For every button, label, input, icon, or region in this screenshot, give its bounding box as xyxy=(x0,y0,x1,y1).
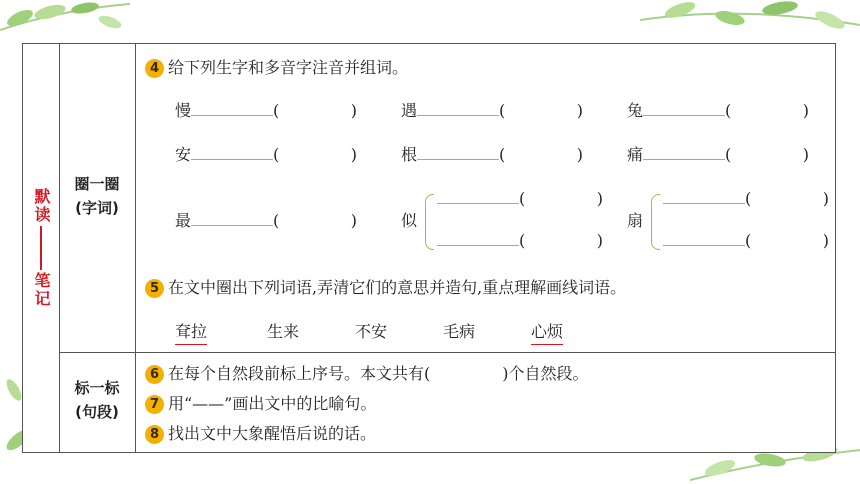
question-7 xyxy=(145,392,376,416)
divider xyxy=(59,352,835,353)
word-blank[interactable]: ( ) xyxy=(519,189,603,208)
word-blank[interactable]: ( ) xyxy=(273,101,358,120)
category-mark-subtitle: (句段) xyxy=(75,403,119,421)
word-blank[interactable]: ( ) xyxy=(725,101,810,120)
hanzi: 最 xyxy=(175,211,192,230)
word-blank[interactable]: ( ) xyxy=(499,101,584,120)
pinyin-blank[interactable] xyxy=(437,189,519,204)
word-blank[interactable]: ( ) xyxy=(725,145,810,164)
pinyin-item xyxy=(627,144,809,166)
vocab-word-underlined[interactable]: 心烦 xyxy=(531,320,563,345)
word-blank[interactable]: ( ) xyxy=(519,231,603,250)
pinyin-blank[interactable] xyxy=(643,145,725,160)
vocab-word[interactable]: 生来 xyxy=(267,322,300,341)
pinyin-item xyxy=(175,144,357,166)
hanzi: 慢 xyxy=(175,101,192,120)
pinyin-blank[interactable] xyxy=(663,189,745,204)
pinyin-blank[interactable] xyxy=(437,231,519,246)
word-blank[interactable]: ( ) xyxy=(745,189,829,208)
question-6 xyxy=(145,362,589,386)
brace xyxy=(425,194,434,250)
question-5-text: 在文中圈出下列词语,弄清它们的意思并造句,重点理解画线词语。 xyxy=(168,278,627,297)
pinyin-item xyxy=(401,144,583,166)
category-mark-title: 标一标 xyxy=(74,379,120,397)
category-circle xyxy=(59,172,135,220)
side-label-notes xyxy=(23,44,59,452)
word-blank[interactable]: ( ) xyxy=(273,211,358,230)
category-circle-subtitle: (字词) xyxy=(75,199,119,217)
question-6-text-after: )个自然段。 xyxy=(502,364,589,383)
question-number-badge: 5 xyxy=(145,279,164,298)
polyphonic-char xyxy=(627,210,643,232)
question-4 xyxy=(145,56,408,80)
category-mark xyxy=(59,376,135,424)
pinyin-item xyxy=(175,100,357,122)
polyphonic-reading xyxy=(437,230,603,252)
question-number-badge: 7 xyxy=(145,395,164,414)
question-number-badge: 6 xyxy=(145,365,164,384)
pinyin-blank[interactable] xyxy=(191,211,273,226)
category-circle-title: 圈一圈 xyxy=(74,175,120,193)
word-blank[interactable]: ( ) xyxy=(499,145,584,164)
hanzi: 遇 xyxy=(401,101,418,120)
divider xyxy=(135,44,136,452)
pinyin-blank[interactable] xyxy=(663,231,745,246)
pinyin-item xyxy=(175,210,357,232)
question-5 xyxy=(145,276,626,300)
question-4-text: 给下列生字和多音字注音并组词。 xyxy=(168,58,409,77)
pinyin-blank[interactable] xyxy=(643,101,725,116)
side-label-top: 默读 xyxy=(32,188,51,224)
pinyin-blank[interactable] xyxy=(417,101,499,116)
question-number-badge: 8 xyxy=(145,425,164,444)
hanzi: 似 xyxy=(401,211,418,230)
pinyin-item xyxy=(627,100,809,122)
polyphonic-reading xyxy=(663,188,829,210)
pinyin-blank[interactable] xyxy=(417,145,499,160)
hanzi: 痛 xyxy=(627,145,644,164)
side-label-bottom: 笔记 xyxy=(32,272,51,308)
pinyin-item xyxy=(401,100,583,122)
vocab-word-underlined[interactable]: 耷拉 xyxy=(175,320,207,345)
brace xyxy=(651,194,660,250)
hanzi: 根 xyxy=(401,145,418,164)
leaf-decoration-top-right xyxy=(640,0,860,45)
pinyin-blank[interactable] xyxy=(191,101,273,116)
pinyin-blank[interactable] xyxy=(191,145,273,160)
hanzi: 扇 xyxy=(627,211,644,230)
question-7-text: 用“——”画出文中的比喻句。 xyxy=(168,394,377,413)
word-blank[interactable]: ( ) xyxy=(273,145,358,164)
hanzi: 安 xyxy=(175,145,192,164)
vocab-word[interactable]: 不安 xyxy=(355,322,388,341)
word-blank[interactable]: ( ) xyxy=(745,231,829,250)
hanzi: 兔 xyxy=(627,101,644,120)
question-8 xyxy=(145,422,376,446)
polyphonic-reading xyxy=(437,188,603,210)
question-8-text: 找出文中大象醒悟后说的话。 xyxy=(168,424,377,443)
polyphonic-char xyxy=(401,210,417,232)
worksheet-table xyxy=(22,43,836,453)
question-number-badge: 4 xyxy=(145,59,164,78)
side-label-dash xyxy=(40,226,42,270)
polyphonic-reading xyxy=(663,230,829,252)
question-6-text-before: 在每个自然段前标上序号。本文共有( xyxy=(168,364,431,383)
vocab-word[interactable]: 毛病 xyxy=(443,322,476,341)
